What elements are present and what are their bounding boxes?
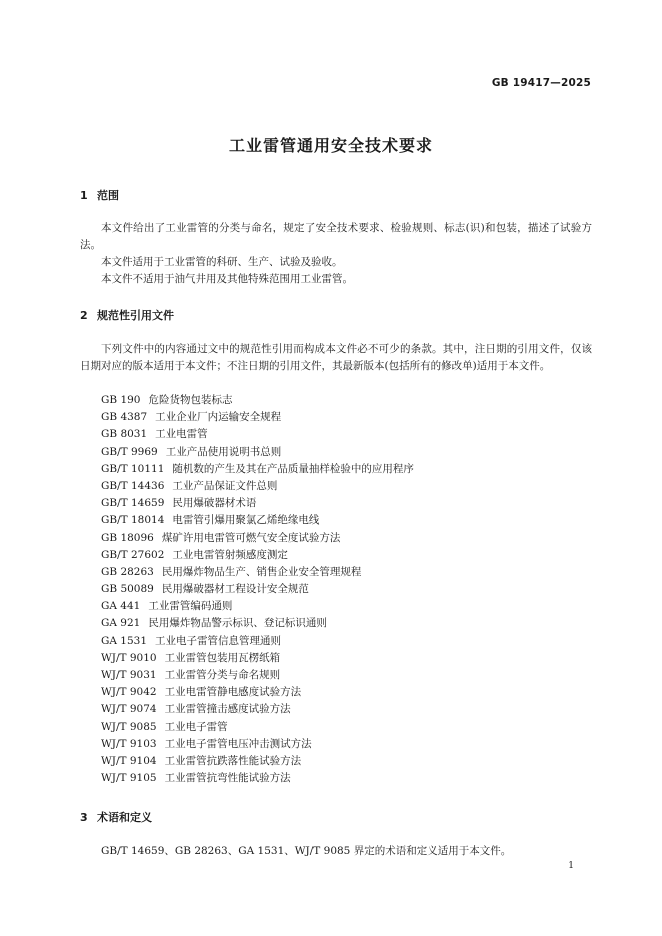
- reference-title: 危险货物包装标志: [148, 394, 233, 406]
- scope-paragraph-3: 本文件不适用于油气井用及其他特殊范围用工业雷管。: [101, 273, 353, 285]
- reference-item: [101, 615, 414, 632]
- section-heading-terms-definitions: [80, 809, 152, 825]
- reference-title: 工业电雷管: [155, 428, 208, 441]
- reference-title: 工业雷管包装用瓦楞纸箱: [164, 651, 281, 664]
- reference-title: 煤矿许用电雷管可燃气安全度试验方法: [161, 531, 341, 544]
- reference-title: 工业产品保证文件总则: [172, 479, 278, 492]
- reference-code: GB 8031: [101, 428, 148, 441]
- reference-code: GB 28263: [101, 565, 154, 578]
- page-number: 1: [568, 861, 574, 871]
- section-heading-scope: [80, 187, 119, 203]
- standard-number: GB 19417—2025: [491, 77, 591, 89]
- reference-code: GB/T 9969: [101, 445, 158, 458]
- reference-item: [101, 392, 414, 409]
- reference-item: [101, 770, 414, 787]
- reference-item: [101, 530, 414, 547]
- reference-title: 工业电子雷管电压冲击测试方法: [164, 737, 312, 750]
- reference-code: WJ/T 9031: [101, 669, 157, 681]
- section-number: 1: [80, 189, 88, 202]
- reference-code: GB 4387: [101, 411, 148, 424]
- document-title: 工业雷管通用安全技术要求: [228, 136, 433, 155]
- section-title: 范围: [97, 189, 119, 202]
- section-number: 3: [80, 811, 88, 824]
- references-intro-paragraph: 下列文件中的内容通过文中的规范性引用而构成本文件必不可少的条款。其中，注日期的引用文件，仅该日期对应的版本适用于本文件；不注日期的引用文件，其最新版本(包括所有的修改单)适用于本文件。: [80, 343, 592, 372]
- reference-code: GB/T 18014: [101, 514, 165, 527]
- reference-title: 工业电子雷管信息管理通则: [155, 634, 282, 647]
- reference-item: [101, 701, 414, 718]
- reference-code: WJ/T 9042: [101, 686, 157, 699]
- reference-title: 随机数的产生及其在产品质量抽样检验中的应用程序: [172, 462, 414, 475]
- reference-item: [101, 564, 414, 581]
- reference-title: 工业雷管抗跌落性能试验方法: [164, 754, 302, 767]
- reference-title: 电雷管引爆用聚氯乙烯绝缘电线: [172, 514, 320, 527]
- reference-item: [101, 633, 414, 650]
- section-title: 术语和定义: [97, 811, 152, 824]
- scope-paragraph-1: 本文件给出了工业雷管的分类与命名，规定了安全技术要求、检验规则、标志(识)和包装，描述了试验方法。: [80, 222, 592, 251]
- reference-item: [101, 409, 414, 426]
- reference-title: 工业雷管撞击感度试验方法: [164, 703, 291, 716]
- reference-title: 工业雷管分类与命名规则: [164, 669, 281, 681]
- reference-title: 工业电子雷管: [164, 720, 228, 733]
- section-number: 2: [80, 309, 88, 322]
- reference-title: 工业雷管编码通则: [148, 600, 233, 613]
- reference-item: [101, 684, 414, 701]
- reference-code: WJ/T 9074: [101, 703, 157, 716]
- reference-title: 工业雷管抗弯性能试验方法: [164, 772, 291, 785]
- reference-code: WJ/T 9105: [101, 772, 157, 785]
- reference-code: WJ/T 9104: [101, 754, 157, 767]
- reference-code: GB/T 14436: [101, 479, 165, 492]
- reference-title: 民用爆破器材工程设计安全规范: [161, 583, 309, 596]
- reference-title: 工业产品使用说明书总则: [165, 445, 282, 458]
- reference-item: [101, 478, 414, 495]
- reference-title: 工业电雷管射频感度测定: [172, 548, 288, 561]
- reference-title: 民用爆破器材术语: [172, 497, 257, 510]
- reference-code: GB/T 27602: [101, 548, 165, 561]
- scope-paragraph-2: 本文件适用于工业雷管的科研、生产、试验及验收。: [101, 256, 343, 268]
- reference-code: GA 1531: [101, 634, 148, 647]
- reference-item: [101, 753, 414, 770]
- reference-title: 工业企业厂内运输安全规程: [155, 411, 282, 424]
- section-title: 规范性引用文件: [97, 309, 174, 322]
- reference-item: [101, 444, 414, 461]
- reference-item: [101, 581, 414, 598]
- reference-item: [101, 667, 414, 684]
- reference-title: 民用爆炸物品警示标识、登记标识通则: [148, 617, 327, 630]
- reference-item: [101, 461, 414, 478]
- reference-code: WJ/T 9085: [101, 720, 157, 733]
- reference-item: [101, 598, 414, 615]
- reference-code: WJ/T 9103: [101, 737, 157, 750]
- reference-title: 工业电雷管静电感度试验方法: [164, 686, 302, 699]
- reference-item: [101, 736, 414, 753]
- reference-code: GA 441: [101, 600, 141, 613]
- reference-item: [101, 719, 414, 736]
- reference-title: 民用爆炸物品生产、销售企业安全管理规程: [161, 565, 362, 578]
- reference-item: [101, 512, 414, 529]
- section-heading-normative-references: [80, 307, 174, 323]
- reference-code: GB/T 14659: [101, 497, 165, 510]
- reference-item: [101, 495, 414, 512]
- reference-item: [101, 547, 414, 564]
- reference-code: GA 921: [101, 617, 141, 630]
- reference-code: WJ/T 9010: [101, 651, 157, 664]
- reference-code: GB 190: [101, 394, 141, 406]
- reference-list: [101, 392, 414, 787]
- reference-item: [101, 426, 414, 443]
- reference-code: GB 18096: [101, 531, 154, 544]
- reference-code: GB/T 10111: [101, 462, 165, 475]
- reference-item: [101, 650, 414, 667]
- reference-code: GB 50089: [101, 583, 154, 596]
- terms-paragraph: GB/T 14659、GB 28263、GA 1531、WJ/T 9085 界定的术语和定义适用于本文件。: [101, 845, 512, 857]
